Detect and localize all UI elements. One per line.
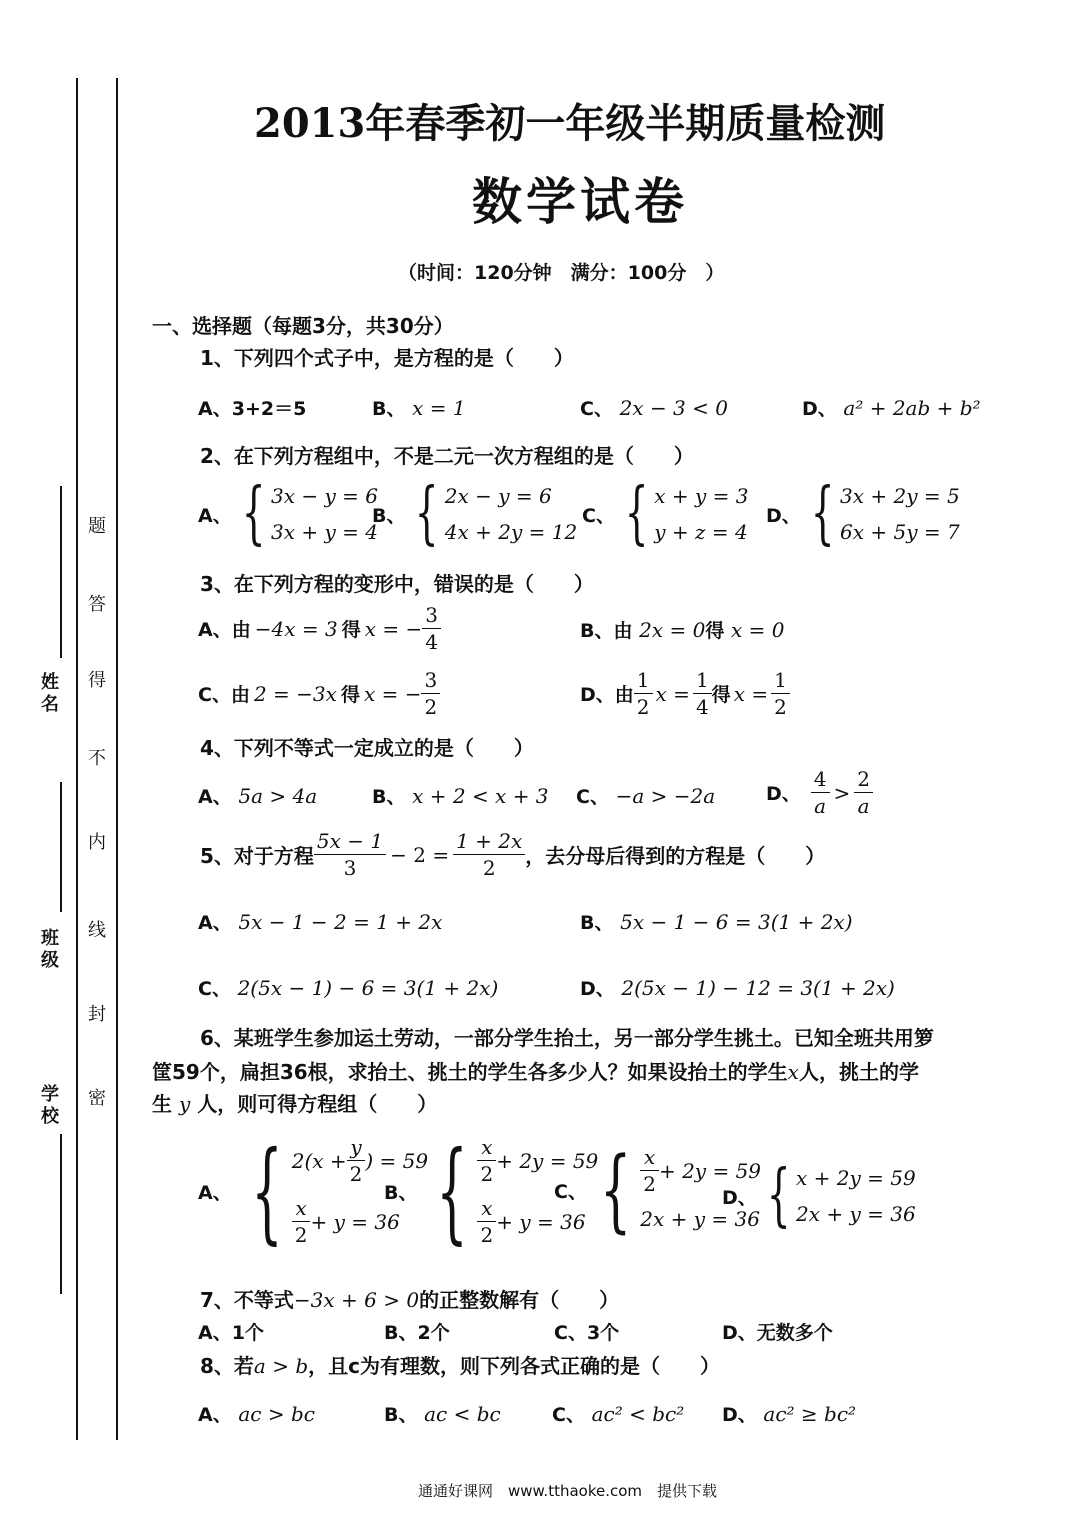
binding-char-de: 得 xyxy=(88,670,106,691)
name-label: 姓名 xyxy=(41,672,59,715)
question-6-line-1: 6、某班学生参加运土劳动，一部分学生抬土，另一部分学生挑土。已知全班共用箩 xyxy=(200,1026,934,1050)
question-8-option-b[interactable]: B、 ac < bc xyxy=(384,1402,501,1426)
question-3-option-a[interactable]: A、 由 −4x = 3 得 x = − $\frac{3}{4}$ xyxy=(198,602,441,655)
question-4-option-c[interactable]: C、 −a > −2a xyxy=(576,784,716,808)
question-8-option-a[interactable]: A、 ac > bc xyxy=(198,1402,315,1426)
class-blank-line[interactable] xyxy=(60,782,62,912)
question-6-option-a[interactable]: A、 { 2(x + $\frac{y}{2}$ ) = 59 $\frac{x}{2}$ + y = 36 xyxy=(198,1127,429,1255)
binding-char-nei: 内 xyxy=(88,832,106,853)
question-8-stem: 8、若a > b，且c为有理数，则下列各式正确的是（ ） xyxy=(200,1354,720,1378)
binding-line-inner xyxy=(116,78,118,1440)
question-5-option-a[interactable]: A、 5x − 1 − 2 = 1 + 2x xyxy=(198,910,443,934)
exam-subtitle: 数学试卷 xyxy=(472,173,688,231)
school-label: 学校 xyxy=(41,1084,59,1127)
section-heading: 一、选择题（每题3分，共30分） xyxy=(152,314,454,338)
exam-title: 2013年春季初一年级半期质量检测 xyxy=(254,100,886,147)
question-3-option-b[interactable]: B、由 2x = 0得 x = 0 xyxy=(580,618,785,642)
question-8-option-c[interactable]: C、 ac² < bc² xyxy=(552,1402,685,1426)
question-4-option-d[interactable]: D、 $\frac{4}{a}$ > $\frac{2}{a}$ xyxy=(766,766,873,819)
binding-char-xian: 线 xyxy=(88,920,106,941)
question-6-line-3: 生 y 人，则可得方程组（ ） xyxy=(152,1092,438,1116)
exam-time-score: （时间：120分钟 满分：100分 ） xyxy=(398,262,725,284)
binding-line-outer xyxy=(76,78,78,1440)
question-6-line-2: 筐59个，扁担36根，求抬土、挑土的学生各多少人？如果设抬土的学生x人，挑土的学 xyxy=(152,1060,919,1084)
class-label: 班级 xyxy=(41,928,59,971)
question-7-option-c[interactable]: C、3个 xyxy=(554,1322,620,1344)
question-1-stem: 1、下列四个式子中，是方程的是（ ） xyxy=(200,346,574,370)
question-2-option-a[interactable]: A、 { 3x − y = 6 3x + y = 4 xyxy=(198,474,378,553)
school-blank-line[interactable] xyxy=(60,1134,62,1294)
question-1-option-d[interactable]: D、 a² + 2ab + b² xyxy=(802,396,981,420)
question-1-option-b[interactable]: B、 x = 1 xyxy=(372,396,466,420)
question-2-option-d[interactable]: D、 { 3x + 2y = 5 6x + 5y = 7 xyxy=(766,474,960,553)
question-1-option-c[interactable]: C、 2x − 3 < 0 xyxy=(580,396,728,420)
question-2-option-b[interactable]: B、 { 2x − y = 6 4x + 2y = 12 xyxy=(372,474,578,553)
question-3-stem: 3、在下列方程的变形中，错误的是（ ） xyxy=(200,572,594,596)
binding-char-feng: 封 xyxy=(88,1004,106,1025)
question-4-option-b[interactable]: B、 x + 2 < x + 3 xyxy=(372,784,549,808)
question-2-option-c[interactable]: C、 { x + y = 3 y + z = 4 xyxy=(582,474,749,553)
question-7-stem: 7、不等式−3x + 6 > 0的正整数解有（ ） xyxy=(200,1288,620,1312)
question-5-option-c[interactable]: C、 2(5x − 1) − 6 = 3(1 + 2x) xyxy=(198,976,499,1000)
question-4-stem: 4、下列不等式一定成立的是（ ） xyxy=(200,736,534,760)
footer-source[interactable]: 通通好课网 www.tthaoke.com 提供下载 xyxy=(418,1482,718,1500)
question-2-stem: 2、在下列方程组中，不是二元一次方程组的是（ ） xyxy=(200,444,694,468)
binding-char-da: 答 xyxy=(88,594,106,615)
question-6-option-c[interactable]: C、 { $\frac{x}{2}$ + 2y = 59 2x + y = 36 xyxy=(554,1137,762,1243)
question-6-option-d[interactable]: D、 { x + 2y = 59 2x + y = 36 xyxy=(722,1156,916,1235)
question-3-option-c[interactable]: C、 由 2 = −3x 得 x = − $\frac{3}{2}$ xyxy=(198,667,440,720)
binding-char-ti: 题 xyxy=(88,516,106,537)
binding-char-mi: 密 xyxy=(88,1088,106,1109)
question-7-option-b[interactable]: B、2个 xyxy=(384,1322,450,1344)
question-3-option-d[interactable]: D、 由 $\frac{1}{2}$ x = $\frac{1}{4}$ 得 x = $\frac{1}{2}$ xyxy=(580,667,790,720)
question-7-option-d[interactable]: D、无数多个 xyxy=(722,1322,833,1344)
question-8-option-d[interactable]: D、 ac² ≥ bc² xyxy=(722,1402,857,1426)
question-5-stem: 5、对于方程 $\frac{5x - 1}{3}$ − 2 = $\frac{1 + 2x}{2}$ ，去分母后得到的方程是（ ） xyxy=(200,829,826,880)
question-5-option-d[interactable]: D、 2(5x − 1) − 12 = 3(1 + 2x) xyxy=(580,976,895,1000)
question-5-option-b[interactable]: B、 5x − 1 − 6 = 3(1 + 2x) xyxy=(580,910,853,934)
question-1-option-a[interactable]: A、3+2＝5 xyxy=(198,398,307,420)
name-blank-line[interactable] xyxy=(60,486,62,658)
question-7-option-a[interactable]: A、1个 xyxy=(198,1322,264,1344)
question-6-option-b[interactable]: B、 { $\frac{x}{2}$ + 2y = 59 $\frac{x}{2}$ + y = 36 xyxy=(384,1127,599,1255)
binding-char-bu: 不 xyxy=(88,748,106,769)
question-4-option-a[interactable]: A、 5a > 4a xyxy=(198,784,318,808)
